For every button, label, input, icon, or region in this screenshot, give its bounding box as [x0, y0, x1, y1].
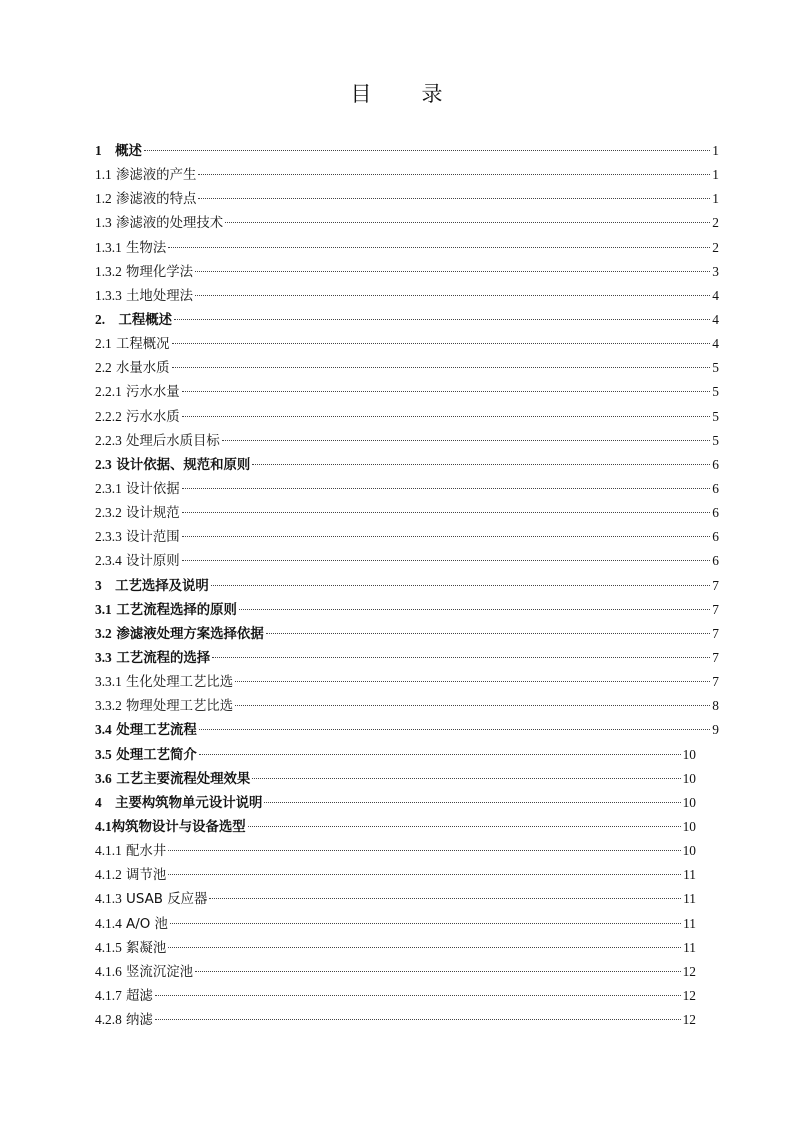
toc-dot-leader [248, 826, 681, 827]
title-char-left: 目 [350, 82, 372, 106]
toc-dot-leader [182, 488, 711, 489]
toc-page-number: 1 [712, 143, 719, 158]
toc-entry-number: 4.1.7 [95, 987, 122, 1003]
toc-page-number: 10 [682, 746, 696, 762]
toc-entry-number: 2.3.1 [95, 480, 122, 496]
toc-entry-text: 水量水质 [116, 361, 170, 377]
toc-entry-label [95, 694, 233, 719]
toc-entry-label [95, 284, 193, 309]
toc-page-number: 11 [683, 939, 696, 955]
toc-dot-leader [172, 367, 711, 368]
toc-entry-label [95, 815, 246, 840]
toc-page-number: 12 [682, 963, 696, 979]
toc-entry-number: 3.3.1 [95, 674, 122, 690]
toc-page-number: 11 [683, 891, 696, 907]
toc-entry[interactable] [95, 960, 696, 984]
toc-entry-gap [105, 312, 118, 328]
toc-page-number: 5 [712, 432, 719, 448]
toc-entry-number: 2.3.2 [95, 505, 122, 521]
toc-entry-text: 设计范围 [126, 530, 180, 546]
toc-entry-number: 3.3.2 [95, 698, 122, 714]
toc-entry-text: 絮凝池 [126, 940, 167, 956]
toc-entry-text: 超滤 [126, 988, 153, 1004]
toc-entry-number: 3.1 [95, 601, 112, 617]
toc-entry-text: A/O 池 [126, 916, 168, 932]
toc-entry[interactable] [95, 549, 719, 573]
toc-entry[interactable] [95, 332, 719, 356]
toc-entry-gap [102, 795, 115, 811]
toc-entry-label [95, 936, 166, 961]
toc-entry-label [95, 549, 180, 574]
toc-entry-text: 工艺选择及说明 [115, 578, 209, 594]
toc-dot-leader [212, 657, 710, 658]
toc-dot-leader [174, 319, 710, 320]
toc-entry-number: 4.1.1 [95, 843, 122, 859]
toc-dot-leader [182, 512, 711, 513]
toc-entry[interactable] [95, 863, 696, 887]
toc-entry-number: 2.2.1 [95, 384, 122, 400]
toc-entry-number: 2.2.3 [95, 432, 122, 448]
toc-entry-number: 2.3.4 [95, 553, 122, 569]
toc-dot-leader [155, 1019, 681, 1020]
toc-entry-number: 1.2 [95, 191, 112, 207]
toc-entry-number: 4.1 [95, 818, 112, 834]
toc-entry-text: 配水井 [126, 844, 167, 860]
toc-entry-number: 1 [95, 143, 102, 158]
toc-dot-leader [199, 729, 711, 730]
toc-entry[interactable] [95, 887, 696, 911]
toc-dot-leader [235, 705, 710, 706]
toc-entry-number: 2.3 [95, 456, 112, 472]
toc-entry-number: 3.6 [95, 770, 112, 786]
toc-entry[interactable] [95, 743, 696, 767]
toc-entry-label [95, 139, 142, 164]
toc-entry-number: 1.3 [95, 215, 112, 231]
toc-dot-leader [239, 609, 710, 610]
toc-entry[interactable] [95, 380, 719, 404]
title-char-right: 录 [421, 82, 443, 106]
toc-dot-leader [182, 560, 711, 561]
toc-dot-leader [170, 923, 681, 924]
toc-entry-label [95, 453, 250, 478]
toc-page-number: 6 [712, 505, 719, 521]
toc-entry-number: 3.4 [95, 722, 112, 738]
toc-entry-number: 2.1 [95, 336, 112, 352]
toc-entry-number: 1.1 [95, 167, 112, 183]
toc-entry[interactable] [95, 598, 719, 622]
toc-entry[interactable] [95, 1008, 696, 1032]
toc-page-number: 7 [712, 577, 719, 593]
toc-entry[interactable] [95, 477, 719, 501]
toc-entry-text: 纳滤 [126, 1013, 153, 1029]
toc-page-number: 10 [682, 818, 696, 834]
toc-entry[interactable] [95, 308, 719, 332]
toc-entry-label [95, 260, 193, 285]
toc-entry-text: 设计依据 [126, 481, 180, 497]
toc-entry[interactable] [95, 163, 719, 187]
toc-dot-leader [211, 585, 710, 586]
toc-page-number: 4 [712, 287, 719, 303]
toc-page-number: 2 [712, 239, 719, 255]
toc-entry[interactable] [95, 984, 696, 1008]
toc-dot-leader [235, 681, 710, 682]
toc-page-number: 6 [712, 529, 719, 545]
toc-dot-leader [195, 971, 681, 972]
toc-dot-leader [222, 440, 711, 441]
toc-dot-leader [198, 198, 710, 199]
toc-entry-number: 4.1.4 [95, 915, 122, 931]
toc-dot-leader [264, 802, 680, 803]
toc-entry-text: 设计规范 [126, 506, 180, 522]
toc-page-number: 3 [712, 263, 719, 279]
toc-entry-text: 生物法 [126, 240, 167, 256]
toc-entry-text: 工艺流程的选择 [116, 650, 211, 666]
toc-entry-label [95, 187, 196, 212]
toc-entry-label [95, 791, 262, 816]
toc-entry-label [95, 356, 170, 381]
toc-page-number: 7 [712, 625, 719, 641]
toc-entry-label [95, 163, 196, 188]
toc-entry[interactable] [95, 405, 719, 429]
toc-dot-leader [209, 898, 681, 899]
toc-dot-leader [252, 464, 710, 465]
toc-entry-text: 生化处理工艺比选 [126, 675, 234, 691]
toc-page-number: 5 [712, 384, 719, 400]
toc-entry[interactable] [95, 815, 696, 839]
toc-dot-leader [266, 633, 711, 634]
toc-entry-text: 渗滤液的产生 [116, 168, 197, 184]
toc-entry-label [95, 574, 209, 599]
table-of-contents [95, 139, 719, 1032]
toc-entry-label [95, 477, 180, 502]
toc-entry-gap [102, 143, 115, 159]
toc-entry[interactable] [95, 236, 719, 260]
toc-entry[interactable] [95, 260, 719, 284]
toc-entry-text: 构筑物设计与设备选型 [111, 819, 246, 835]
toc-entry-text: 竖流沉淀池 [126, 964, 193, 980]
toc-page-number: 10 [682, 843, 696, 859]
toc-dot-leader [168, 247, 710, 248]
toc-page-number: 5 [712, 360, 719, 376]
toc-entry-label [95, 236, 166, 261]
toc-dot-leader [182, 416, 711, 417]
toc-page-number: 12 [682, 1012, 696, 1028]
toc-dot-leader [144, 150, 710, 151]
toc-entry-label [95, 839, 166, 864]
toc-entry-number: 4 [95, 794, 102, 810]
toc-page-number: 6 [712, 480, 719, 496]
toc-entry-label [95, 429, 220, 454]
toc-entry-text: 设计依据、规范和原则 [116, 457, 251, 473]
toc-page-number: 11 [683, 867, 696, 883]
toc-entry[interactable] [95, 670, 719, 694]
toc-entry-text: 处理工艺流程 [116, 723, 197, 739]
toc-entry-label [95, 960, 193, 985]
toc-entry-label [95, 211, 223, 236]
toc-entry-text: 调节池 [126, 868, 167, 884]
toc-entry-label [95, 912, 168, 937]
toc-entry-label [95, 332, 170, 357]
toc-entry[interactable] [95, 501, 719, 525]
toc-entry-text: 渗滤液处理方案选择依据 [116, 626, 264, 642]
toc-entry-label [95, 767, 250, 792]
toc-entry[interactable] [95, 453, 719, 477]
toc-page-number: 4 [712, 336, 719, 352]
toc-entry-text: 工艺流程选择的原则 [116, 602, 237, 618]
toc-dot-leader [168, 874, 681, 875]
toc-entry-number: 3.5 [95, 746, 112, 762]
toc-entry-label [95, 743, 197, 768]
toc-page-number: 12 [682, 987, 696, 1003]
toc-entry[interactable] [95, 284, 719, 308]
toc-entry[interactable] [95, 936, 696, 960]
toc-page-number: 9 [712, 722, 719, 738]
toc-entry-text: 污水水量 [126, 385, 180, 401]
toc-page-number: 7 [712, 674, 719, 690]
page-title [0, 78, 793, 108]
toc-entry-gap [102, 578, 115, 594]
toc-dot-leader [198, 174, 710, 175]
toc-page-number: 5 [712, 408, 719, 424]
toc-entry-number: 4.1.2 [95, 867, 122, 883]
toc-entry-number: 4.1.6 [95, 963, 122, 979]
toc-entry[interactable] [95, 211, 719, 235]
toc-entry[interactable] [95, 356, 719, 380]
toc-entry-label [95, 646, 210, 671]
toc-entry-number: 2.3.3 [95, 529, 122, 545]
toc-entry-number: 3 [95, 577, 102, 593]
toc-entry-text: 渗滤液的处理技术 [116, 216, 224, 232]
toc-dot-leader [155, 995, 681, 996]
toc-entry-number: 4.1.3 [95, 891, 122, 907]
toc-page-number: 8 [712, 698, 719, 714]
toc-entry-text: 物理化学法 [126, 264, 193, 280]
toc-entry-label [95, 380, 180, 405]
toc-entry-label [95, 1008, 153, 1033]
toc-entry-number: 3.3 [95, 649, 112, 665]
toc-entry-text: 物理处理工艺比选 [126, 699, 234, 715]
toc-dot-leader [172, 343, 711, 344]
toc-entry-label [95, 984, 153, 1009]
toc-entry-text: 主要构筑物单元设计说明 [115, 795, 263, 811]
toc-entry-text: 土地处理法 [126, 288, 193, 304]
toc-dot-leader [168, 947, 681, 948]
toc-dot-leader [182, 536, 711, 537]
toc-entry-number: 2.2 [95, 360, 112, 376]
toc-entry-text: USAB 反应器 [126, 892, 208, 908]
toc-entry[interactable] [95, 525, 719, 549]
toc-dot-leader [225, 222, 710, 223]
toc-entry-number: 1.3.2 [95, 263, 122, 279]
toc-entry[interactable] [95, 767, 696, 791]
toc-entry-text: 工程概况 [116, 337, 170, 353]
toc-entry-label [95, 598, 237, 623]
toc-entry-label [95, 887, 207, 912]
toc-entry[interactable] [95, 187, 719, 211]
toc-entry-number: 4.2.8 [95, 1012, 122, 1028]
toc-entry[interactable] [95, 574, 719, 598]
toc-page-number: 7 [712, 649, 719, 665]
toc-page-number: 6 [712, 553, 719, 569]
toc-dot-leader [195, 295, 710, 296]
toc-page-number: 10 [682, 770, 696, 786]
toc-entry-text: 渗滤液的特点 [116, 192, 197, 208]
toc-entry[interactable] [95, 791, 696, 815]
toc-entry-label [95, 405, 180, 430]
toc-page-number: 7 [712, 601, 719, 617]
toc-dot-leader [199, 754, 681, 755]
toc-dot-leader [195, 271, 710, 272]
toc-entry-number: 3.2 [95, 625, 112, 641]
toc-entry-number: 1.3.1 [95, 239, 122, 255]
toc-dot-leader [182, 391, 711, 392]
toc-entry[interactable] [95, 429, 719, 453]
toc-entry-text: 设计原则 [126, 554, 180, 570]
toc-entry[interactable] [95, 622, 719, 646]
toc-page-number: 10 [682, 794, 696, 810]
toc-dot-leader [252, 778, 680, 779]
toc-page-number: 1 [712, 167, 719, 183]
toc-entry-text: 工程概述 [118, 312, 172, 328]
toc-entry-number: 2. [95, 311, 106, 327]
toc-entry[interactable] [95, 694, 719, 718]
toc-page-number: 4 [712, 311, 719, 327]
toc-entry-number: 2.2.2 [95, 408, 122, 424]
toc-entry-label [95, 718, 197, 743]
toc-entry-text: 工艺主要流程处理效果 [116, 771, 251, 787]
toc-entry-label [95, 622, 264, 647]
toc-entry[interactable] [95, 912, 696, 936]
toc-entry-label [95, 670, 233, 695]
toc-entry-number: 4.1.5 [95, 939, 122, 955]
toc-entry-text: 污水水质 [126, 409, 180, 425]
toc-entry[interactable] [95, 139, 719, 163]
toc-page-number: 11 [683, 915, 696, 931]
toc-entry[interactable] [95, 646, 719, 670]
toc-entry-label [95, 863, 166, 888]
toc-page-number: 6 [712, 456, 719, 472]
toc-page-number: 2 [712, 215, 719, 231]
toc-entry[interactable] [95, 839, 696, 863]
toc-entry-label [95, 501, 180, 526]
toc-entry-text: 概述 [115, 144, 142, 159]
toc-page-number: 1 [712, 191, 719, 207]
toc-entry-text: 处理工艺简介 [116, 747, 197, 763]
toc-entry-number: 1.3.3 [95, 287, 122, 303]
toc-entry-label [95, 308, 172, 333]
toc-entry-label [95, 525, 180, 550]
toc-entry[interactable] [95, 718, 719, 742]
toc-dot-leader [168, 850, 680, 851]
toc-entry-text: 处理后水质目标 [126, 433, 220, 449]
